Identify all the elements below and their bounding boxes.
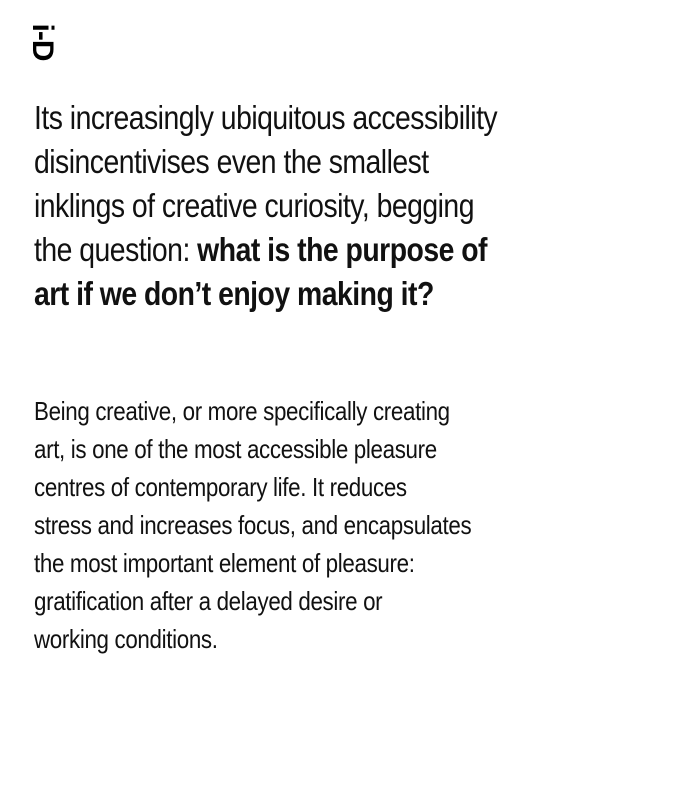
pull-quote-line-4: [34, 228, 662, 272]
pull-quote-line-4-regular: the question:: [34, 231, 198, 268]
pull-quote-line-5: art if we don’t enjoy making it?: [34, 275, 434, 312]
pull-quote-line-3: inklings of creative curiosity, begging: [34, 187, 474, 224]
logo-wordmark: i-D: [26, 23, 59, 61]
body-line-5: the most important element of pleasure:: [34, 548, 415, 578]
body-paragraph: [34, 392, 627, 658]
body-line-6: gratification after a delayed desire or: [34, 586, 383, 616]
body-line-2: art, is one of the most accessible pleasure: [34, 434, 437, 464]
body-line-1: Being creative, or more specifically creating: [34, 396, 450, 426]
body-line-4: stress and increases focus, and encapsulates: [34, 510, 472, 540]
pull-quote-line-4-bold: what is the purpose of: [197, 231, 488, 268]
body-line-3: centres of contemporary life. It reduces: [34, 472, 407, 502]
pull-quote-line-2: disincentivises even the smallest: [34, 143, 429, 180]
body-line-7: working conditions.: [34, 624, 218, 654]
i-d-logo: [22, 12, 62, 72]
pull-quote: [34, 96, 662, 316]
pull-quote-line-1: Its increasingly ubiquitous accessibility: [34, 99, 498, 136]
